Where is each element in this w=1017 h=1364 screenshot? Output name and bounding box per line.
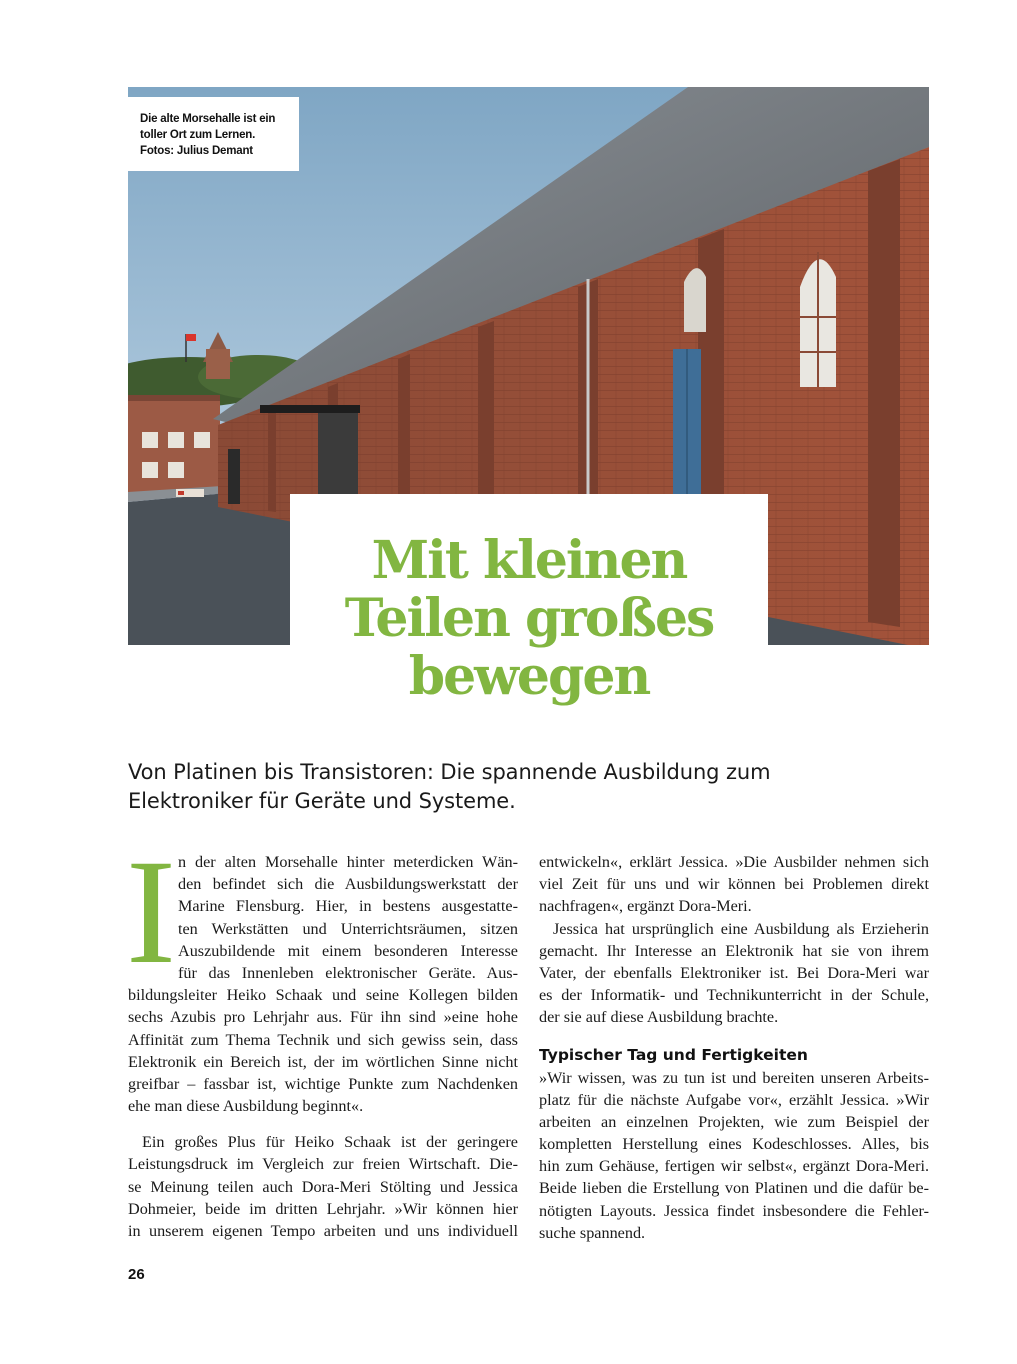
body-line: platz für die nächste Aufgabe vor«, erzählt Jessica. »Wir [539, 1090, 929, 1109]
section-subheading: Typischer Tag und Fertigkeiten [539, 1045, 808, 1064]
body-line: Elektronik ein Bereich ist, der im wörtlichen Sinne nicht [128, 1052, 518, 1071]
body-line: greifbar – fassbar ist, wichtige Punkte zum Nachdenken [128, 1074, 518, 1093]
body-line: Vater, der ebenfalls Elektroniker ist. Bei Dora-Meri war [539, 963, 929, 982]
body-line: es der Informatik- und Technikunterricht in der Schule, [539, 986, 929, 1005]
headline [290, 532, 768, 706]
body-line: den befindet sich die Ausbildungswerkstatt der [178, 875, 518, 894]
body-line: Auszubildende mit einem besonderen Interesse [178, 941, 518, 960]
body-line: ten Werkstätten und Unterrichtsräumen, sitzen [178, 919, 518, 938]
headline-line: Mit kleinen [371, 530, 687, 591]
body-line: für das Innenleben elektronischer Geräte. Aus- [178, 963, 518, 982]
caption-line: Die alte Morsehalle ist ein [140, 113, 276, 125]
body-line: gemacht. Ihr Interesse an Elektronik hat sie von ihrem [539, 941, 929, 960]
body-line: Affinität zum Thema Technik und sich gewiss sein, dass [128, 1030, 518, 1049]
body-column-left [126, 829, 518, 1242]
body-line: bildungsleiter Heiko Schaak und seine Kollegen bilden [128, 986, 518, 1005]
body-line: Ein großes Plus für Heiko Schaak ist der geringere [142, 1133, 518, 1152]
headline-line: bewegen [408, 646, 650, 707]
subtitle-line: Elektroniker für Geräte und Systeme. [128, 789, 516, 813]
drop-cap: I [126, 829, 176, 995]
body-line: hin zum Gehäuse, fertigen wir selbst«, ergänzt Dora-Meri. [539, 1157, 929, 1176]
subtitle [128, 758, 928, 816]
body-column-right [539, 851, 929, 1244]
body-line: arbeiten an einzelnen Projekten, wie zum Beispiel der [539, 1112, 929, 1131]
body-line: kompletten Herstellung eines Kodeschlosses. Alles, bis [539, 1135, 929, 1154]
body-line: Dohmeier, beide im dritten Lehrjahr. »Wir können hier [128, 1199, 518, 1218]
body-line: Jessica hat ursprünglich eine Ausbildung als Erzieherin [553, 919, 929, 938]
body-line: nachfragen«, ergänzt Dora-Meri. [539, 897, 752, 916]
page-number: 26 [128, 1266, 145, 1283]
body-line: ehe man diese Ausbildung beginnt«. [128, 1097, 364, 1116]
body-line: nötigten Layouts. Jessica findet insbesondere die Fehler- [539, 1201, 929, 1220]
body-line: »Wir wissen, was zu tun ist und bereiten unseren Arbeits- [539, 1068, 929, 1087]
body-line: n der alten Morsehalle hinter meterdicken Wän- [178, 853, 518, 871]
caption-line: toller Ort zum Lernen. [140, 129, 256, 141]
headline-box [290, 494, 768, 726]
body-line: entwickeln«, erklärt Jessica. »Die Ausbilder nehmen sich [539, 853, 929, 871]
headline-line: Teilen großes [344, 588, 714, 649]
caption-line: Fotos: Julius Demant [140, 145, 253, 157]
body-line: Leistungsdruck im Vergleich zur freien Wirtschaft. Die- [128, 1155, 518, 1174]
paragraph-gap [128, 1117, 518, 1131]
photo-caption [128, 97, 299, 171]
body-line: in unserem eigenen Tempo arbeiten und uns individuell [128, 1222, 518, 1240]
body-line: der sie auf diese Ausbildung brachte. [539, 1008, 779, 1027]
body-line: Beide lieben die Erstellung von Platinen und die dafür be- [539, 1179, 929, 1198]
body-line: se Meinung teilen auch Dora-Meri Stölting und Jessica [128, 1177, 518, 1196]
subtitle-line: Von Platinen bis Transistoren: Die spannende Ausbildung zum [128, 760, 771, 784]
body-line: sechs Azubis pro Lehrjahr aus. Für ihn sind »eine hohe [128, 1008, 518, 1027]
body-line: viel Zeit für uns und wir können bei Problemen direkt [539, 875, 929, 894]
body-line: suche spannend. [539, 1223, 646, 1242]
body-line: Marine Flensburg. Hier, in bestens ausgestatte- [178, 897, 518, 916]
